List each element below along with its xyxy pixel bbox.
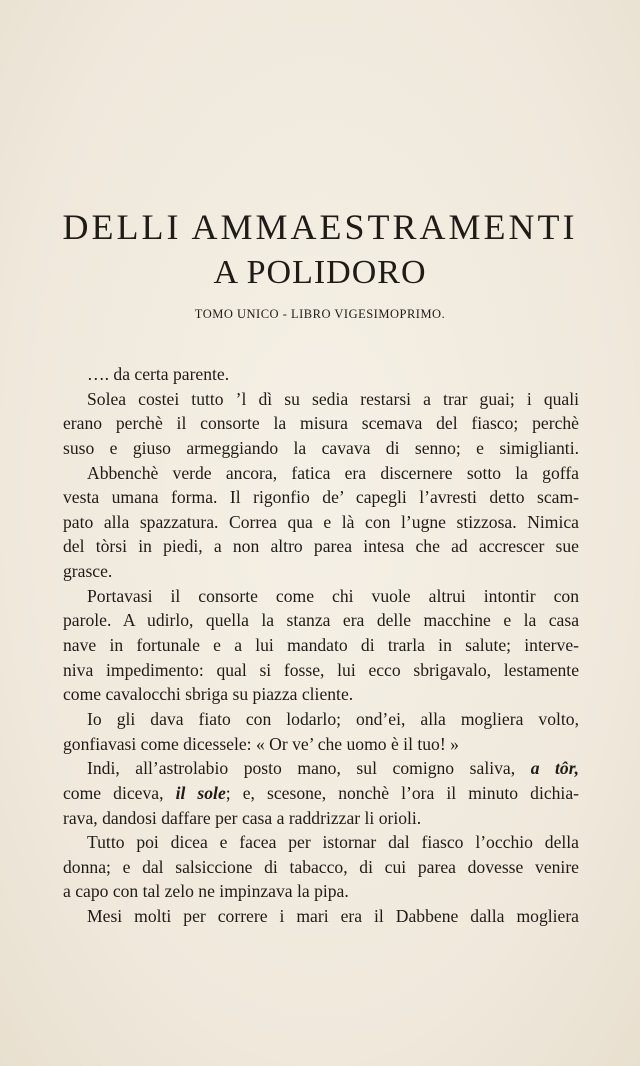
text-line: Portavasi il consorte come chi vuole altrui intontir con: [87, 585, 579, 606]
text-line: donna; e dal salsiccione di tabacco, di cui parea dovesse venire: [63, 856, 579, 877]
text-line: parole. A udirlo, quella la stanza era delle macchine e la casa: [63, 610, 579, 631]
text-line: pato alla spazzatura. Correa qua e là con l’ugne stizzosa. Nimica: [63, 511, 579, 532]
text-line: Solea costei tutto ’l dì su sedia restarsi a trar guai; i quali: [87, 388, 579, 409]
text-line: nave in fortunale e a lui mandato di trarla in salute; interve-: [63, 635, 579, 656]
chapter-title-second-line: A POLIDORO: [213, 254, 427, 291]
text-line: vesta umana forma. Il rigonfio de’ capegli l’avresti detto scam-: [63, 487, 579, 508]
text-line: [63, 781, 579, 806]
text-fragment: ; e, scesone, nonchè l’ora il minuto dichia-: [225, 782, 579, 803]
italic-text: a tôr,: [530, 758, 580, 779]
chapter-title: DELLI AMMAESTRAMENTI: [62, 207, 578, 247]
text-line: a capo con tal zelo ne impinzava la pipa.: [63, 881, 349, 902]
text-line: …. da certa parente.: [87, 364, 230, 384]
italic-text: il sole: [175, 782, 226, 803]
text-line: niva impedimento: qual si fosse, lui ecco sbrigavalo, lestamente: [63, 659, 579, 680]
text-line: del tòrsi in piedi, a non altro parea intesa che ad accrescer sue: [63, 536, 579, 557]
text-line: gonfiavasi come dicessele: « Or ve’ che uomo è il tuo! »: [63, 733, 459, 754]
text-line: Tutto poi dicea e facea per istornar dal fiasco l’occhio della: [87, 832, 579, 853]
text-line: erano perchè il consorte la misura scemava del fiasco; perchè: [63, 413, 579, 434]
text-line: [63, 756, 579, 781]
text-line: come cavalocchi sbriga su piazza cliente.: [63, 684, 354, 705]
text-line: suso e giuso armeggiando la cavava di senno; e simiglianti.: [63, 437, 579, 458]
text-line: rava, dandosi daffare per casa a raddrizzar li orioli.: [63, 807, 422, 828]
text-line: Io gli dava fiato con lodarlo; ond’ei, alla mogliera volto,: [87, 708, 579, 729]
body-text: [63, 362, 579, 929]
text-fragment: Indi, all’astrolabio posto mano, sul comigno saliva,: [87, 758, 516, 779]
text-line: Mesi molti per correre i mari era il Dabbene dalla mogliera: [87, 906, 579, 927]
text-line: Abbenchè verde ancora, fatica era discernere sotto la goffa: [87, 462, 579, 483]
text-fragment: come diceva,: [63, 782, 164, 803]
volume-subtitle: TOMO UNICO - LIBRO VIGESIMOPRIMO.: [194, 307, 446, 321]
text-line: grasce.: [63, 561, 113, 582]
